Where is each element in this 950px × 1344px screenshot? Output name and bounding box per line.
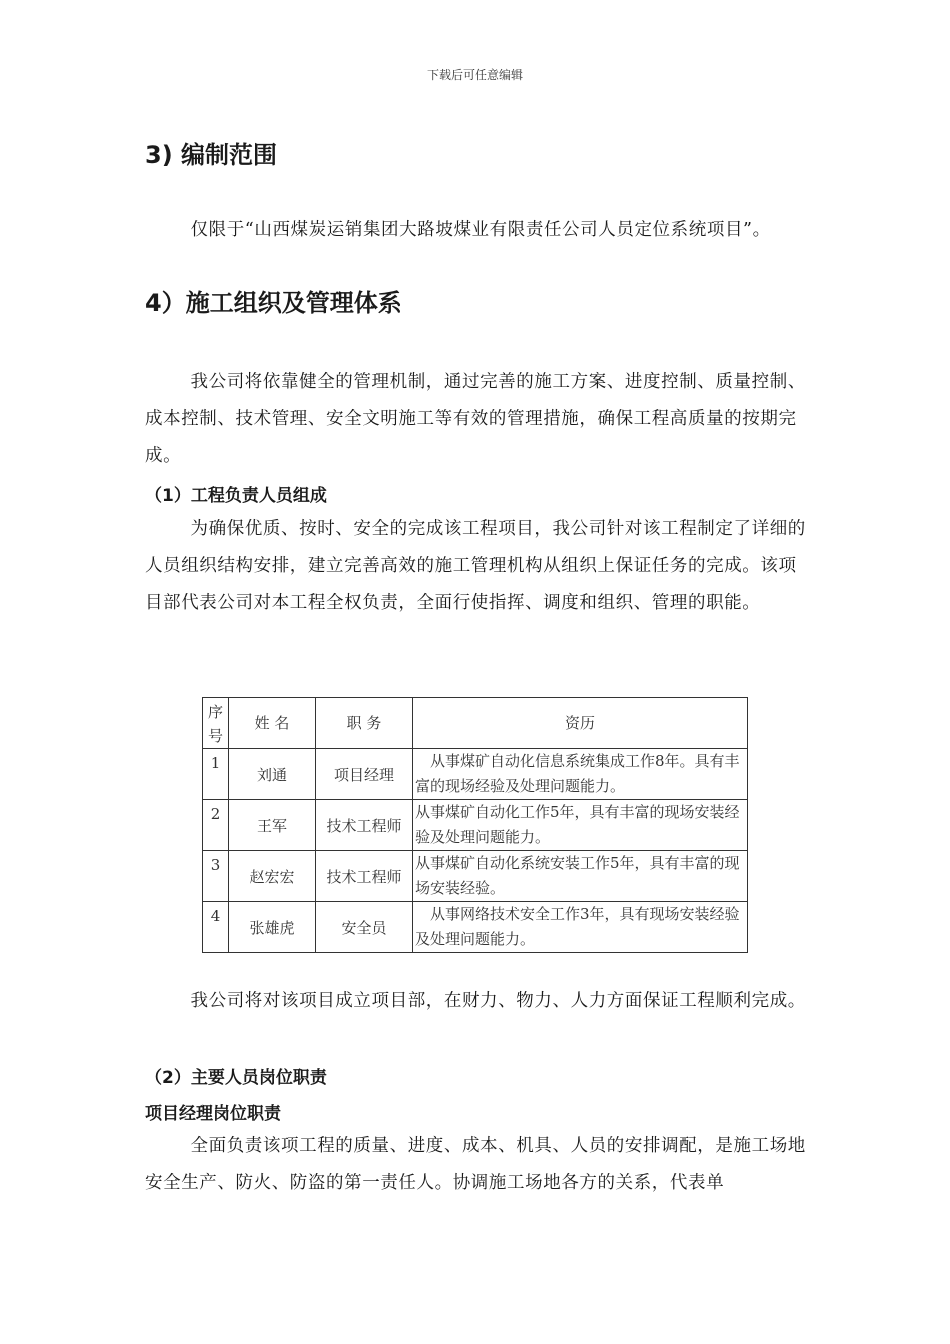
row-role: 技术工程师 xyxy=(316,800,413,851)
table-row xyxy=(203,851,748,902)
header-name: 姓 名 xyxy=(229,698,316,749)
subsection-2-title: （2）主要人员岗位职责 xyxy=(145,1068,327,1088)
subsection-1-title: （1）工程负责人员组成 xyxy=(145,486,327,506)
header-role: 职 务 xyxy=(316,698,413,749)
row-role: 项目经理 xyxy=(316,749,413,800)
header-no: 序号 xyxy=(203,698,229,749)
subsection-1-paragraph: 为确保优质、按时、安全的完成该工程项目，我公司针对该工程制定了详细的人员组织结构安排，建立完善高效的施工管理机构从组织上保证任务的完成。该项目部代表公司对本工程全权负责，全面行使指挥、调度和组织、管理的职能。 xyxy=(145,519,806,613)
table-row xyxy=(203,902,748,953)
section-4-intro: 我公司将依靠健全的管理机制，通过完善的施工方案、进度控制、质量控制、成本控制、技术管理、安全文明施工等有效的管理措施，确保工程高质量的按期完成。 xyxy=(145,372,806,466)
row-no: 4 xyxy=(203,902,229,953)
row-name: 赵宏宏 xyxy=(229,851,316,902)
subsection-2-paragraph: 全面负责该项工程的质量、进度、成本、机具、人员的安排调配，是施工场地安全生产、防火、防盗的第一责任人。协调施工场地各方的关系，代表单 xyxy=(145,1136,806,1193)
row-resume: 从事网络技术安全工作3年，具有现场安装经验及处理问题能力。 xyxy=(413,902,748,953)
section-3-title: 3) 编制范围 xyxy=(145,141,278,169)
row-no: 1 xyxy=(203,749,229,800)
row-name: 王军 xyxy=(229,800,316,851)
row-resume: 从事煤矿自动化信息系统集成工作8年。具有丰富的现场经验及处理问题能力。 xyxy=(413,749,748,800)
row-resume: 从事煤矿自动化工作5年，具有丰富的现场安装经验及处理问题能力。 xyxy=(413,800,748,851)
row-no: 2 xyxy=(203,800,229,851)
section-4-title: 4）施工组织及管理体系 xyxy=(145,289,402,317)
staff-table xyxy=(202,697,748,953)
table-row xyxy=(203,800,748,851)
row-resume: 从事煤矿自动化系统安装工作5年，具有丰富的现场安装经验。 xyxy=(413,851,748,902)
row-name: 刘通 xyxy=(229,749,316,800)
page-header: 下载后可任意编辑 xyxy=(426,68,523,82)
after-table-paragraph: 我公司将对该项目成立项目部，在财力、物力、人力方面保证工程顺利完成。 xyxy=(190,991,806,1011)
header-resume: 资历 xyxy=(413,698,748,749)
table-header-row xyxy=(203,698,748,749)
row-role: 技术工程师 xyxy=(316,851,413,902)
row-role: 安全员 xyxy=(316,902,413,953)
table-row xyxy=(203,749,748,800)
subsection-2-subtitle: 项目经理岗位职责 xyxy=(145,1104,281,1124)
row-name: 张雄虎 xyxy=(229,902,316,953)
row-no: 3 xyxy=(203,851,229,902)
section-3-paragraph: 仅限于“山西煤炭运销集团大路坡煤业有限责任公司人员定位系统项目”。 xyxy=(190,220,771,240)
